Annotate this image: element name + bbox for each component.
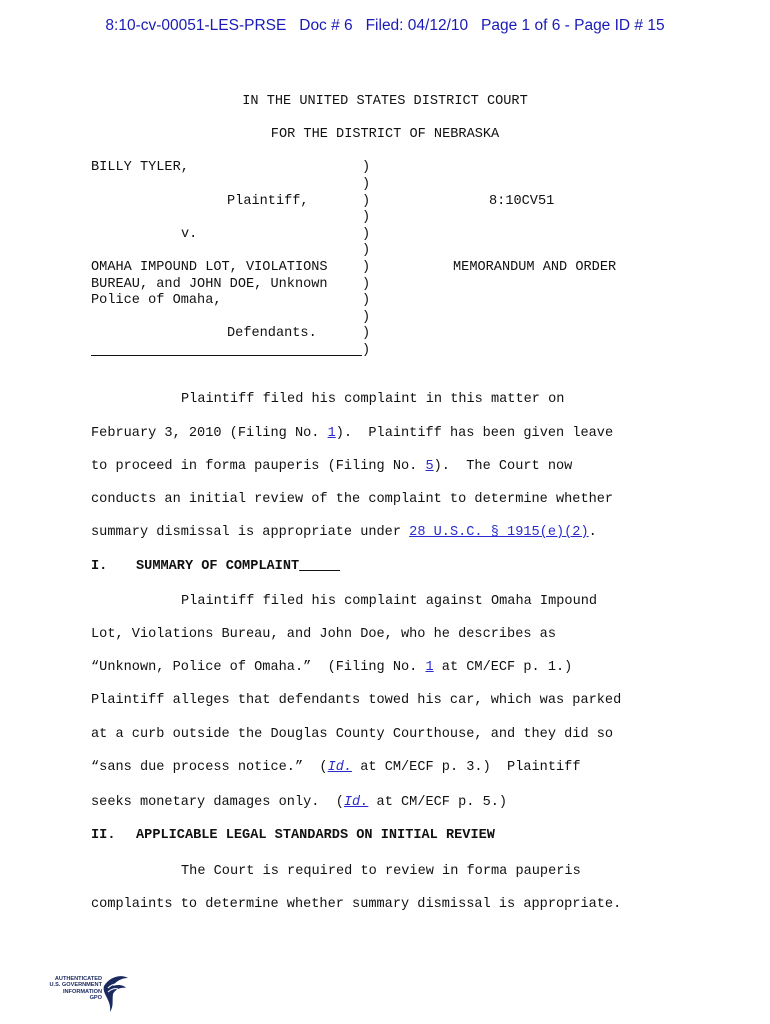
text-run: at CM/ECF p. 3.) Plaintiff <box>352 760 581 775</box>
caption-paren: ) <box>362 243 371 258</box>
filing-link[interactable]: 1 <box>327 426 336 441</box>
section-1-line-5: at a curb outside the Douglas County Courthouse, and they did so <box>91 727 614 742</box>
docket-header: 8:10-cv-00051-LES-PRSE Doc # 6 Filed: 04/12/10 Page 1 of 6 - Page ID # 15 <box>105 17 665 34</box>
section-1-line-7 <box>91 795 507 811</box>
seal-line: INFORMATION <box>62 988 102 995</box>
filing-link[interactable]: 1 <box>425 660 434 675</box>
plaintiff-name: BILLY TYLER, <box>91 160 189 175</box>
seal-line: U.S. GOVERNMENT <box>49 982 102 989</box>
section-1-line-3 <box>91 660 572 676</box>
section-1-line-4: Plaintiff alleges that defendants towed his car, which was parked <box>91 693 622 708</box>
section-2-line-2: complaints to determine whether summary dismissal is appropriate. <box>91 897 622 912</box>
text-run: summary dismissal is appropriate under <box>91 525 410 540</box>
caption-paren: ) <box>362 260 371 275</box>
section-2-line-1: The Court is required to review in forma pauperis <box>181 864 581 879</box>
section-1-line-6 <box>91 760 580 776</box>
section-1-heading <box>136 559 340 575</box>
id-link[interactable]: Id. <box>327 760 353 775</box>
court-name: IN THE UNITED STATES DISTRICT COURT <box>242 94 528 109</box>
section-1-line-1: Plaintiff filed his complaint against Omaha Impound <box>181 594 598 609</box>
text-run: . <box>588 525 597 540</box>
defendants-role: Defendants. <box>227 326 317 341</box>
court-district: FOR THE DISTRICT OF NEBRASKA <box>270 127 500 142</box>
statute-link[interactable]: 28 U.S.C. § 1915(e)(2) <box>409 525 589 540</box>
defendants-line-2: BUREAU, and JOHN DOE, Unknown <box>91 277 328 292</box>
defendants-line-1: OMAHA IMPOUND LOT, VIOLATIONS <box>91 260 328 275</box>
caption-paren: ) <box>362 293 371 308</box>
gpo-authentication-seal <box>44 972 134 1016</box>
section-2-title: APPLICABLE LEGAL STANDARDS ON INITIAL REVIEW <box>136 828 495 843</box>
text-run: ). The Court now <box>433 459 573 474</box>
caption-paren: ) <box>362 326 371 341</box>
seal-text <box>44 976 102 1002</box>
intro-line-2 <box>91 426 613 442</box>
caption-paren: ) <box>362 310 371 325</box>
caption-paren: ) <box>362 227 371 242</box>
document-title: MEMORANDUM AND ORDER <box>453 260 617 275</box>
caption-paren: ) <box>362 343 371 358</box>
text-run: at CM/ECF p. 1.) <box>433 660 573 675</box>
text-run: “sans due process notice.” ( <box>91 760 328 775</box>
section-1-number: I. <box>91 559 108 574</box>
intro-line-1: Plaintiff filed his complaint in this matter on <box>181 392 565 407</box>
caption-paren: ) <box>362 210 371 225</box>
section-2-number: II. <box>91 828 116 843</box>
seal-line: GPO <box>89 995 102 1002</box>
seal-line: AUTHENTICATED <box>54 976 102 982</box>
text-run: “Unknown, Police of Omaha.” (Filing No. <box>91 660 426 675</box>
intro-line-5 <box>91 525 597 541</box>
versus-label: v. <box>181 227 198 242</box>
text-run: ). Plaintiff has been given leave <box>335 426 614 441</box>
text-run: to proceed in forma pauperis (Filing No. <box>91 459 426 474</box>
text-run: seeks monetary damages only. ( <box>91 795 344 810</box>
caption-paren: ) <box>362 177 371 192</box>
case-number: 8:10CV51 <box>489 194 555 209</box>
id-link[interactable]: Id. <box>343 795 369 810</box>
eagle-icon <box>100 972 130 1014</box>
caption-paren: ) <box>362 194 371 209</box>
caption-paren: ) <box>362 277 371 292</box>
plaintiff-role: Plaintiff, <box>227 194 309 209</box>
text-run: February 3, 2010 (Filing No. <box>91 426 328 441</box>
caption-paren: ) <box>362 160 371 175</box>
intro-line-4: conducts an initial review of the complaint to determine whether <box>91 492 614 507</box>
heading-underline <box>299 559 340 574</box>
section-1-title: SUMMARY OF COMPLAINT <box>136 559 300 574</box>
defendants-line-3: Police of Omaha, <box>91 293 222 308</box>
caption-rule <box>91 355 362 356</box>
text-run: at CM/ECF p. 5.) <box>368 795 508 810</box>
intro-line-3 <box>91 459 572 475</box>
filing-link[interactable]: 5 <box>425 459 434 474</box>
section-1-line-2: Lot, Violations Bureau, and John Doe, who he describes as <box>91 627 556 642</box>
